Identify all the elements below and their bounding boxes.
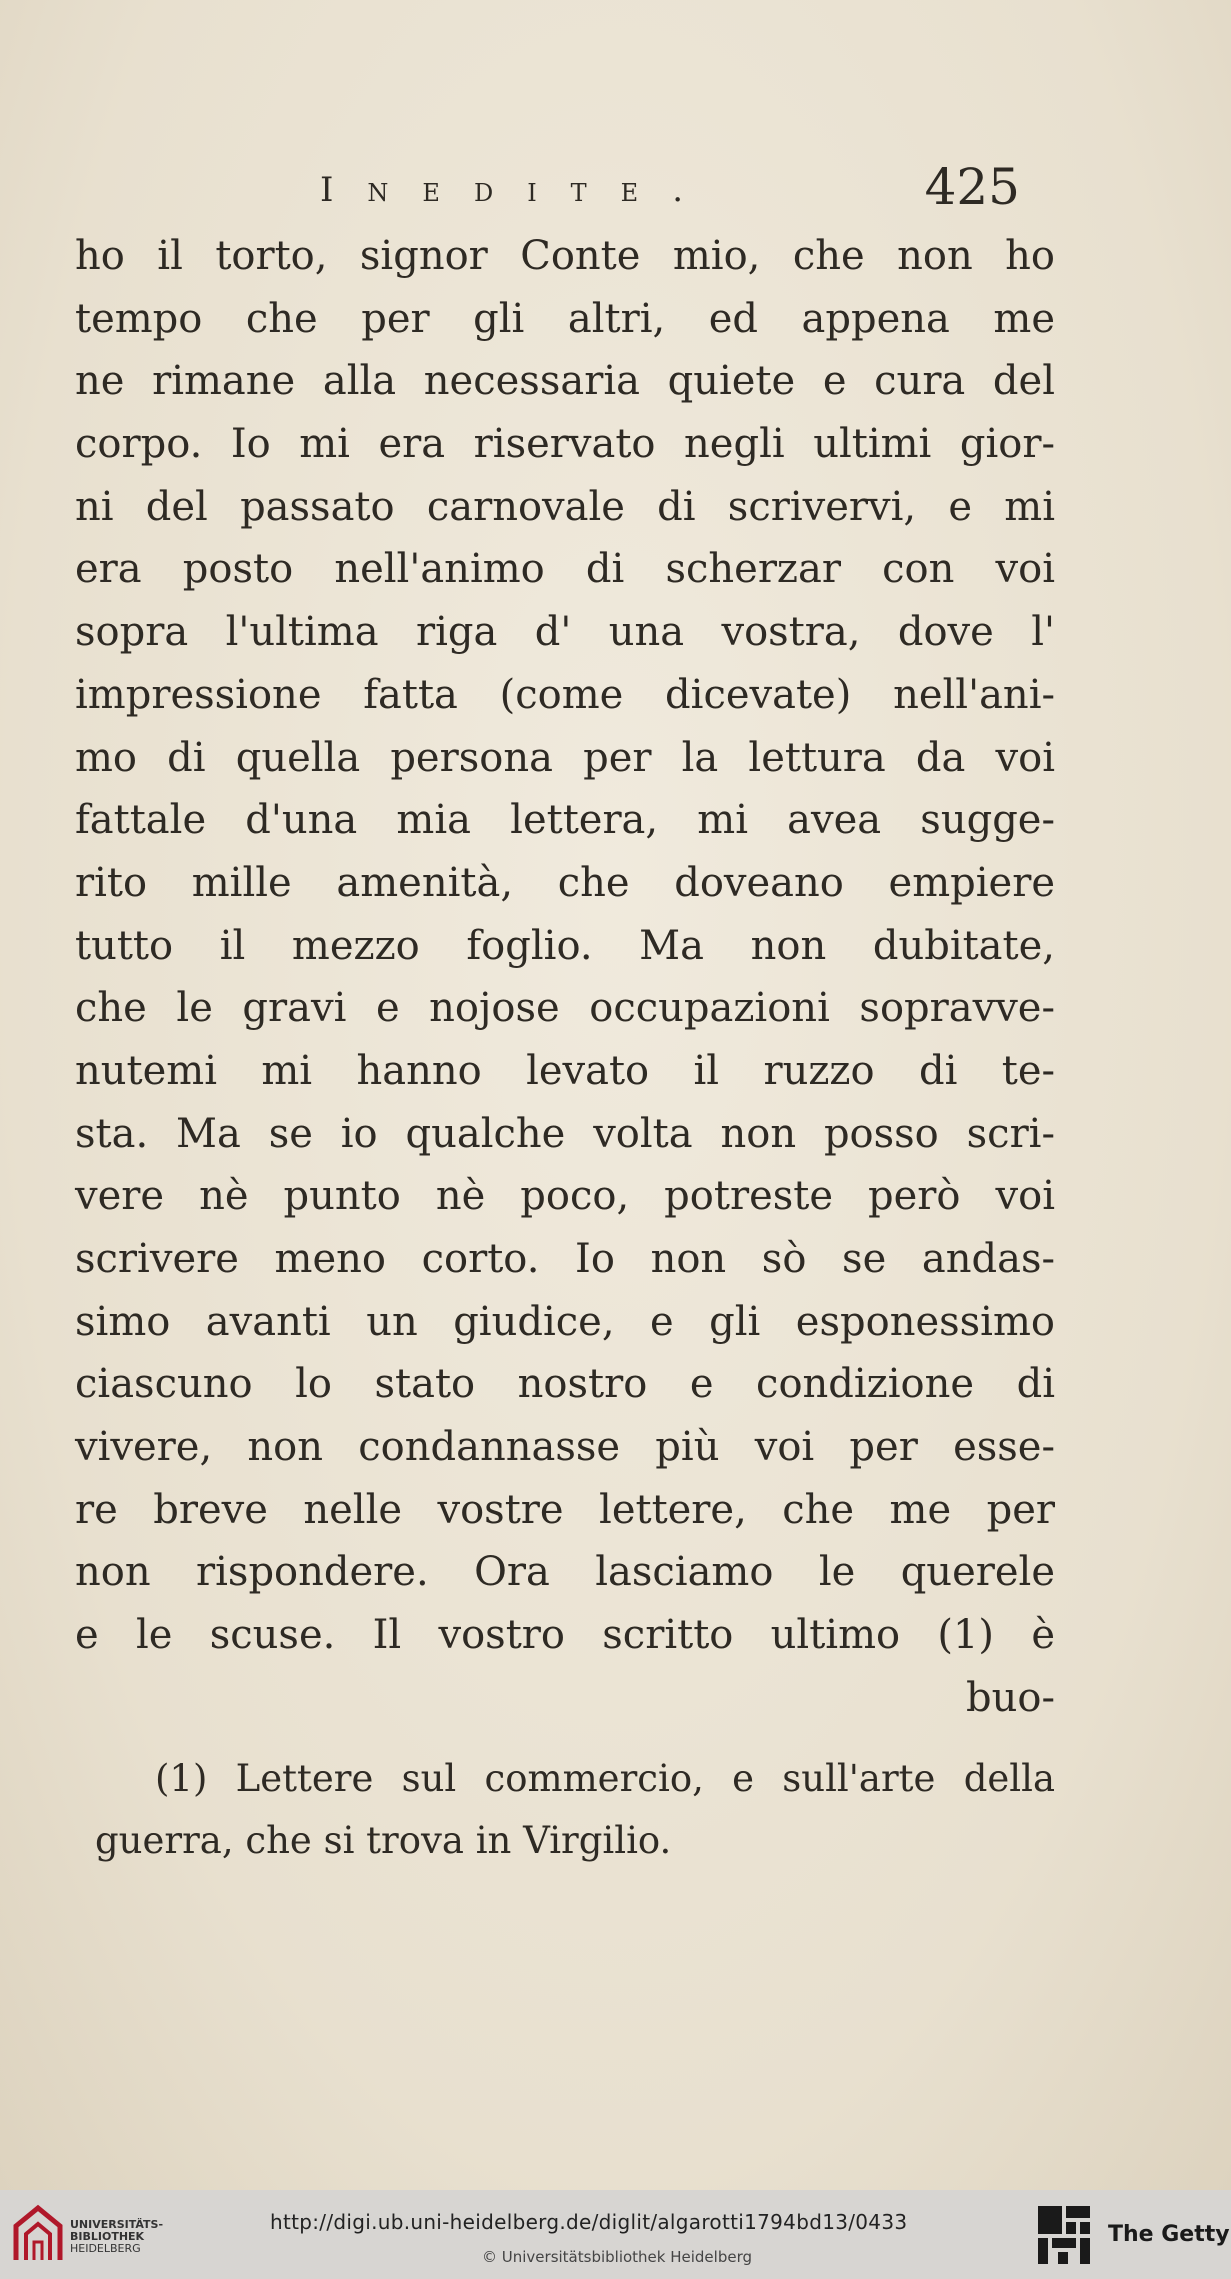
footnote-line: (1) Lettere sul commercio, e sull'arte della [155, 1757, 1055, 1800]
text-line: mo di quella persona per la lettura da voi [75, 734, 1055, 781]
footnote [95, 1748, 1055, 1872]
running-title: Inedite. [320, 170, 718, 210]
running-head [300, 150, 1020, 230]
library-name-line: BIBLIOTHEK [70, 2230, 145, 2243]
catchword: buo- [966, 1674, 1055, 1721]
text-line: fattale d'una mia lettera, mi avea sugge- [75, 797, 1055, 844]
page-number: 425 [924, 158, 1020, 216]
text-line: sta. Ma se io qualche volta non posso scri- [75, 1110, 1055, 1157]
text-line: simo avanti un giudice, e gli esponessimo [75, 1298, 1055, 1345]
text-line: era posto nell'animo di scherzar con voi [75, 546, 1055, 593]
text-line: rito mille amenità, che doveano empiere [75, 859, 1055, 906]
text-line: ne rimane alla necessaria quiete e cura del [75, 358, 1055, 405]
text-line: nutemi mi hanno levato il ruzzo di te- [75, 1047, 1055, 1094]
viewer-footer [0, 2190, 1231, 2279]
text-line: scrivere meno corto. Io non sò se andas- [75, 1236, 1055, 1282]
copyright-notice: © Universitätsbibliothek Heidelberg [482, 2248, 753, 2266]
library-name [70, 2219, 163, 2255]
getty-logo-icon[interactable] [1036, 2204, 1092, 2266]
text-line: tempo che per gli altri, ed appena me [75, 295, 1055, 342]
text-line: re breve nelle vostre lettere, che me per [75, 1486, 1055, 1533]
library-name-line: UNIVERSITÄTS- [70, 2218, 164, 2231]
text-line: non rispondere. Ora lasciamo le querele [75, 1549, 1055, 1596]
library-logo[interactable] [12, 2204, 162, 2264]
footnote-line: guerra, che si trova in Virgilio. [95, 1819, 672, 1862]
text-line: impressione fatta (come dicevate) nell'ani- [75, 671, 1055, 718]
text-line: e le scuse. Il vostro scritto ultimo (1) è [75, 1612, 1055, 1659]
text-line: ho il torto, signor Conte mio, che non ho [75, 233, 1055, 279]
text-line: vivere, non condannasse più voi per esse- [75, 1424, 1055, 1471]
library-name-line: HEIDELBERG [70, 2242, 141, 2255]
permalink-url[interactable]: http://digi.ub.uni-heidelberg.de/diglit/algarotti1794bd13/0433 [270, 2210, 908, 2234]
text-line: corpo. Io mi era riservato negli ultimi gior- [75, 421, 1055, 468]
text-line: tutto il mezzo foglio. Ma non dubitate, [75, 922, 1055, 969]
body-text [75, 225, 1055, 1730]
library-emblem-icon [12, 2204, 64, 2264]
partner-name: The Getty [1108, 2222, 1230, 2247]
text-line: che le gravi e nojose occupazioni sopravve- [75, 985, 1055, 1032]
text-line: ni del passato carnovale di scrivervi, e mi [75, 483, 1055, 530]
text-line: sopra l'ultima riga d' una vostra, dove l' [75, 609, 1055, 656]
text-line: vere nè punto nè poco, potreste però voi [75, 1173, 1055, 1220]
text-line: ciascuno lo stato nostro e condizione di [75, 1361, 1055, 1408]
